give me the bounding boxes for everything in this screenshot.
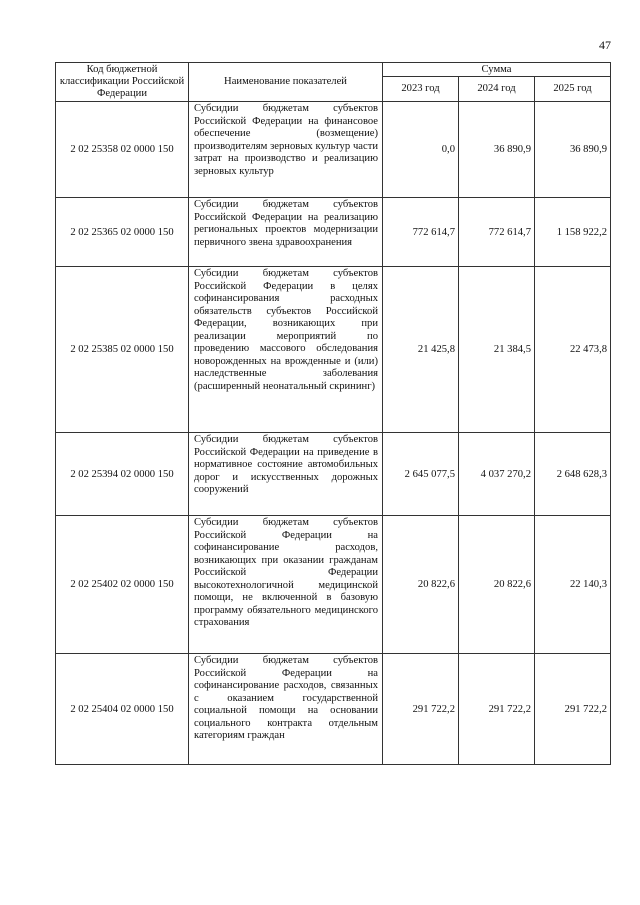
row-code: 2 02 25394 02 0000 150 <box>56 433 189 516</box>
header-sum: Сумма <box>383 63 611 77</box>
row-name-text: Субсидии бюджетам субъектов Российской Федерации на приведение в нормативное состояние автомобильных дорог и искусственных дорожных сооружений <box>194 434 378 495</box>
header-year: 2024 год <box>459 77 535 102</box>
row-name <box>189 267 383 433</box>
value-2025: 2 648 628,3 <box>535 433 611 516</box>
row-code: 2 02 25404 02 0000 150 <box>56 654 189 765</box>
row-code: 2 02 25358 02 0000 150 <box>56 102 189 198</box>
row-name-text: Субсидии бюджетам субъектов Российской Федерации на софинансирование расходов, возникающих при оказании гражданам Российской Федерации высокотехнологичной медицинской помощи, не включенной в базовую программу обязательного медицинского страхования <box>194 517 378 628</box>
row-code: 2 02 25385 02 0000 150 <box>56 267 189 433</box>
row-name <box>189 198 383 267</box>
budget-table <box>55 62 611 765</box>
value-2023: 772 614,7 <box>383 198 459 267</box>
value-2023: 21 425,8 <box>383 267 459 433</box>
row-name-text: Субсидии бюджетам субъектов Российской Федерации на софинансирование расходов, связанных с оказанием государственной социальной помощи на основании социального контракта отдельным категориям граждан <box>194 655 378 741</box>
row-name-text: Субсидии бюджетам субъектов Российской Федерации на реализацию региональных проектов модернизации первичного звена здравоохранения <box>194 199 378 248</box>
value-2024: 291 722,2 <box>459 654 535 765</box>
row-name <box>189 102 383 198</box>
value-2023: 20 822,6 <box>383 516 459 654</box>
value-2025: 22 140,3 <box>535 516 611 654</box>
value-2025: 1 158 922,2 <box>535 198 611 267</box>
row-code: 2 02 25402 02 0000 150 <box>56 516 189 654</box>
header-year: 2025 год <box>535 77 611 102</box>
row-name <box>189 516 383 654</box>
value-2024: 20 822,6 <box>459 516 535 654</box>
value-2023: 291 722,2 <box>383 654 459 765</box>
header-code: Код бюджетной классификации Российской Федерации <box>56 63 189 102</box>
value-2024: 772 614,7 <box>459 198 535 267</box>
row-name <box>189 654 383 765</box>
value-2025: 36 890,9 <box>535 102 611 198</box>
page-number: 47 <box>599 38 611 52</box>
value-2024: 21 384,5 <box>459 267 535 433</box>
row-code: 2 02 25365 02 0000 150 <box>56 198 189 267</box>
value-2023: 2 645 077,5 <box>383 433 459 516</box>
table-row <box>56 102 611 198</box>
header-year: 2023 год <box>383 77 459 102</box>
value-2025: 291 722,2 <box>535 654 611 765</box>
table-row <box>56 654 611 765</box>
value-2024: 36 890,9 <box>459 102 535 198</box>
value-2024: 4 037 270,2 <box>459 433 535 516</box>
table-row <box>56 198 611 267</box>
row-name-text: Субсидии бюджетам субъектов Российской Федерации на финансовое обеспечение (возмещение) производителям зерновых культур части затрат на производство и реализацию зерновых культур <box>194 103 378 177</box>
row-name-text: Субсидии бюджетам субъектов Российской Федерации в целях софинансирования расходных обязательств субъектов Российской Федерации, возникающих при реализации мероприятий по проведению массового обследования новорожденных на врожденные и (или) наследственные заболевания (расширенный неонатальный скрининг) <box>194 268 378 392</box>
table-row <box>56 267 611 433</box>
table-row <box>56 516 611 654</box>
value-2025: 22 473,8 <box>535 267 611 433</box>
row-name <box>189 433 383 516</box>
header-name: Наименование показателей <box>189 63 383 102</box>
table-row <box>56 433 611 516</box>
value-2023: 0,0 <box>383 102 459 198</box>
